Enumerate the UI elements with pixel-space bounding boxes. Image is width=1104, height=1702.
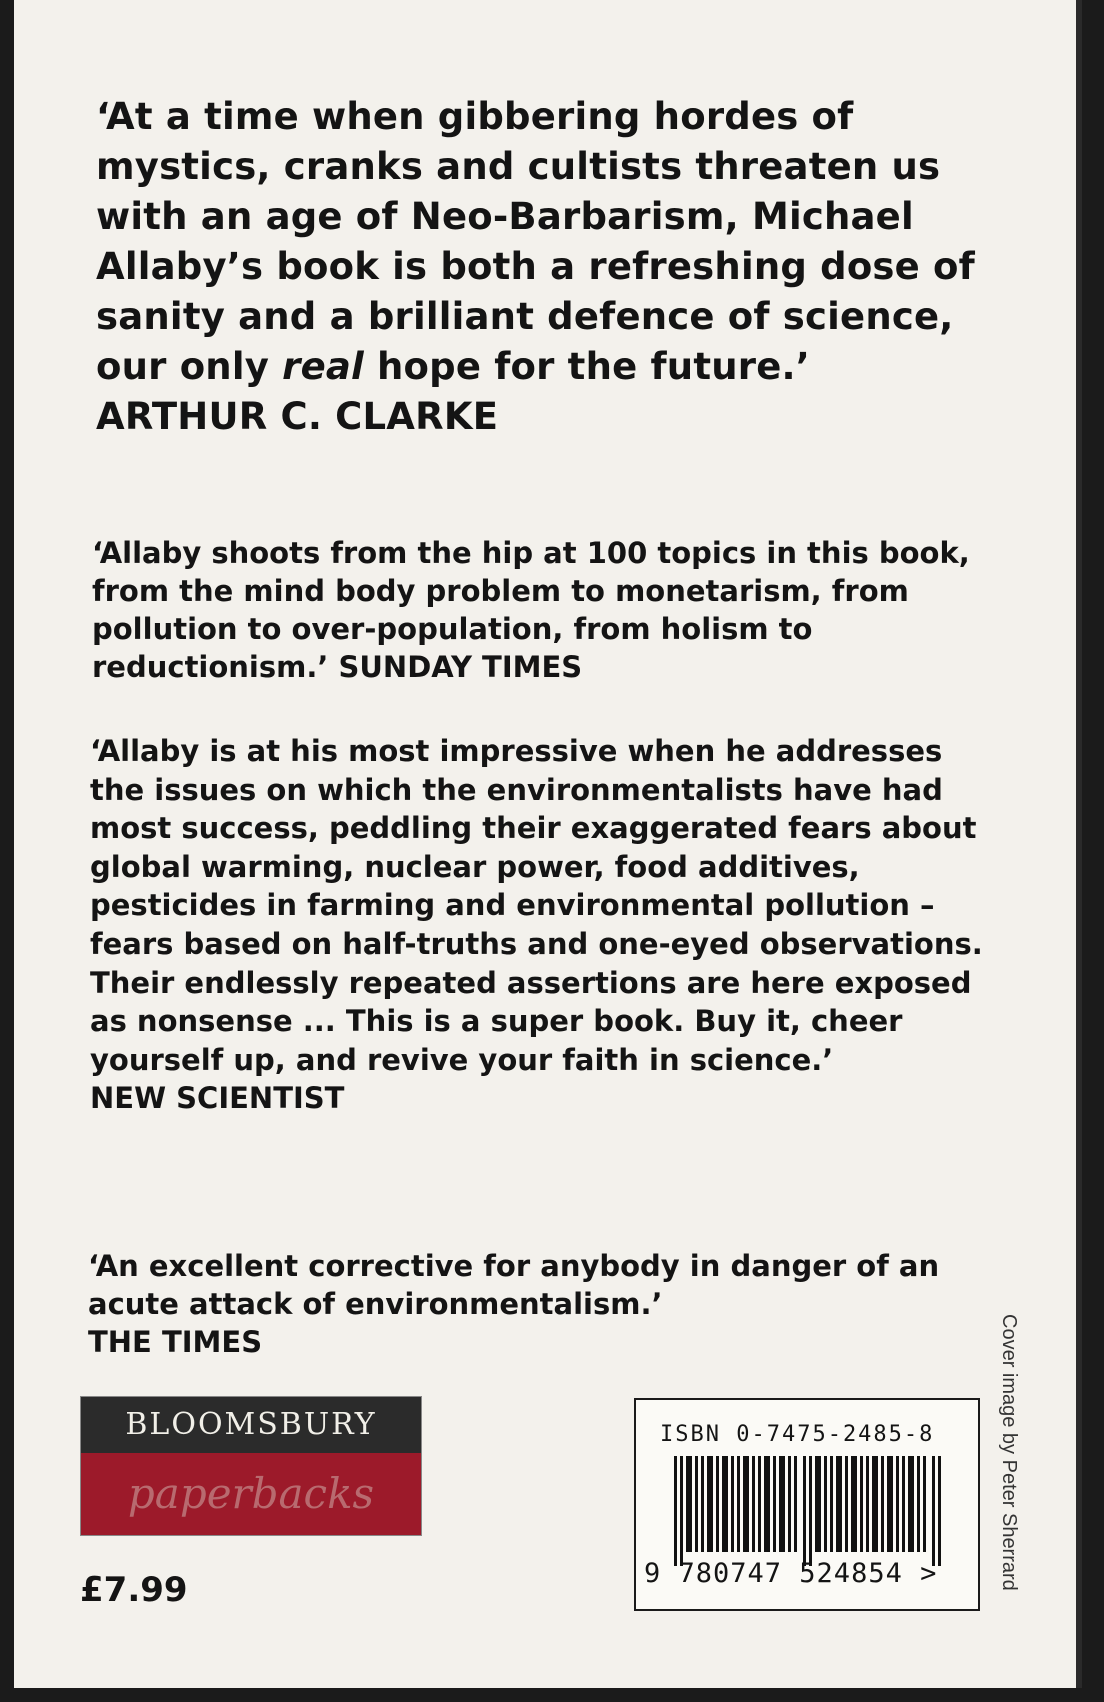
quote-text: ‘Allaby shoots from the hip at 100 topics in this book, from the mind body problem to monetarism, from pollution to over-population, from holism to reductionism.’: [92, 536, 970, 684]
quote-emphasis: real: [282, 345, 364, 388]
quote-source: NEW SCIENTIST: [90, 1081, 345, 1116]
quote-text: ‘An excellent corrective for anybody in danger of an acute attack of environmentalism.’: [88, 1249, 940, 1321]
quote-new-scientist: [90, 732, 990, 1118]
quote-text-part2: hope for the future.’: [363, 345, 811, 388]
quote-source: ARTHUR C. CLARKE: [96, 395, 499, 438]
publisher-name: BLOOMSBURY: [81, 1397, 421, 1453]
quote-sunday-times: [92, 534, 992, 686]
barcode-digits: 9 780747 524854 >: [644, 1558, 938, 1589]
quote-the-times: [88, 1247, 988, 1361]
barcode-icon: [674, 1456, 944, 1566]
quote-text: ‘Allaby is at his most impressive when he addresses the issues on which the environmentalists have had most success, peddling their exaggerated fears about global warming, nuclear power, food additives, pesticides in farming and environmental pollution – fears based on half-truths and one-eyed observations. Their endlessly repeated assertions are here exposed as nonsense ... This is a super book. Buy it, cheer yourself up, and revive your faith in science.’: [90, 734, 983, 1077]
back-cover: [14, 0, 1082, 1688]
quote-text-part1: ‘At a time when gibbering hordes of mystics, cranks and cultists threaten us with an age of Neo-Barbarism, Michael Allaby’s book is both a refreshing dose of sanity and a brilliant defence of science, our only: [96, 95, 975, 388]
isbn-barcode-box: [634, 1398, 980, 1611]
cover-credit: Cover image by Peter Sherrard: [998, 1314, 1020, 1591]
quote-source: THE TIMES: [88, 1325, 263, 1359]
publisher-logo: [81, 1397, 421, 1535]
quote-arthur-c-clarke: [96, 92, 996, 442]
isbn-label: ISBN 0-7475-2485-8: [660, 1422, 935, 1447]
quote-source: SUNDAY TIMES: [338, 650, 583, 684]
publisher-imprint: paperbacks: [81, 1453, 421, 1535]
price-label: £7.99: [80, 1570, 188, 1610]
